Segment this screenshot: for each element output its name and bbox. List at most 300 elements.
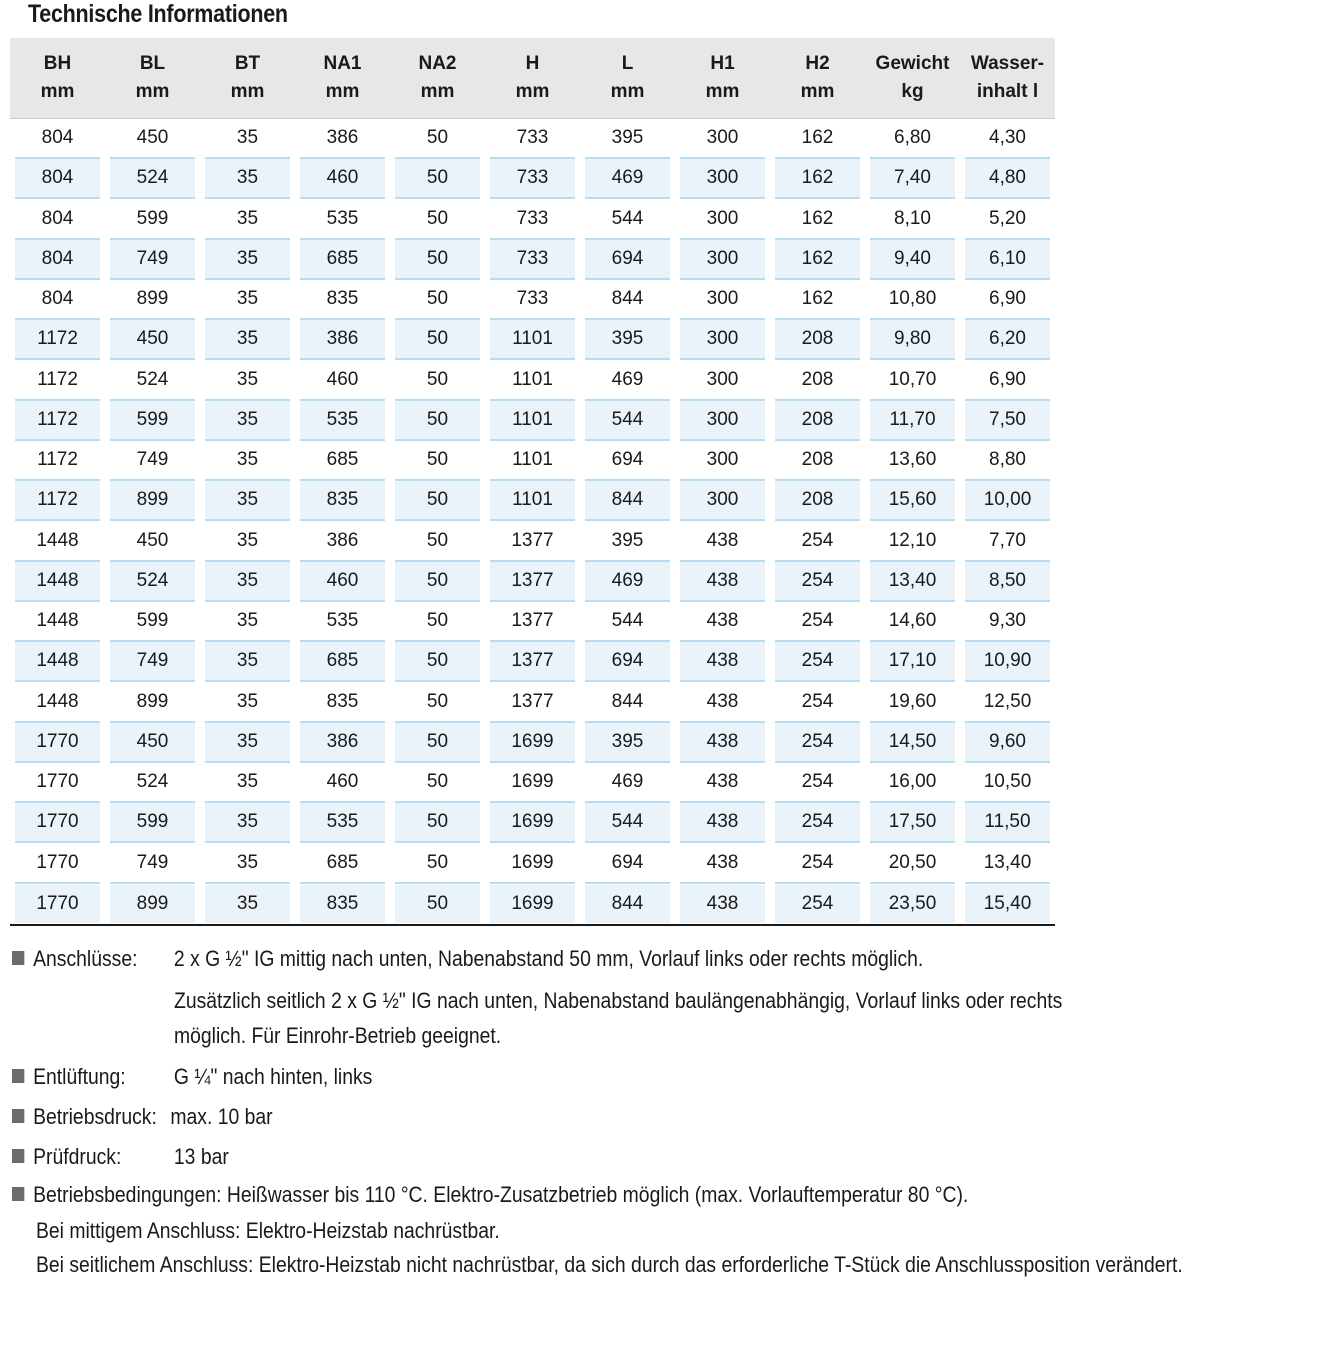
table-cell-value: 50 (395, 885, 480, 923)
table-cell-value: 23,50 (870, 885, 955, 923)
table-cell (865, 159, 960, 199)
table-cell (105, 602, 200, 642)
table-cell (295, 159, 390, 199)
table-cell (865, 763, 960, 803)
table-cell-value: 1770 (15, 803, 100, 843)
table-cell (485, 441, 580, 481)
table-cell (200, 159, 295, 199)
table-cell (580, 562, 675, 602)
table-cell-value: 524 (110, 159, 195, 199)
table-cell (105, 642, 200, 682)
table-cell (295, 602, 390, 642)
note-label: Prüfdruck: (33, 1144, 122, 1169)
table-cell-value: 1377 (490, 562, 575, 602)
table-cell-value: 1172 (15, 401, 100, 441)
table-cell-value: 835 (300, 885, 385, 923)
table-row (10, 441, 1055, 481)
table-cell-value: 844 (585, 885, 670, 923)
table-cell (105, 441, 200, 481)
table-row (10, 763, 1055, 803)
table-cell (485, 562, 580, 602)
bullet-square-icon (12, 1069, 24, 1083)
table-cell (200, 240, 295, 280)
table-cell (770, 562, 865, 602)
table-cell-value: 1770 (15, 844, 100, 884)
table-cell-value: 7,70 (965, 522, 1050, 562)
table-cell (10, 481, 105, 521)
table-cell (295, 200, 390, 240)
table-cell-value: 599 (110, 401, 195, 441)
column-header (580, 38, 675, 119)
table-cell-value: 50 (395, 481, 480, 521)
column-header-unit: mm (800, 81, 835, 102)
table-cell-value: 208 (775, 401, 860, 441)
table-cell (200, 602, 295, 642)
table-cell-value: 899 (110, 481, 195, 521)
table-cell (770, 119, 865, 159)
table-cell-value: 6,90 (965, 280, 1050, 320)
table-cell-value: 12,50 (965, 683, 1050, 723)
table-cell (10, 159, 105, 199)
table-cell (10, 763, 105, 803)
table-cell-value: 10,00 (965, 481, 1050, 521)
table-cell (865, 320, 960, 360)
table-cell-value: 1699 (490, 723, 575, 763)
table-cell-value: 254 (775, 602, 860, 642)
table-cell-value: 13,40 (965, 844, 1050, 884)
table-cell (295, 844, 390, 884)
table-cell (105, 481, 200, 521)
table-cell-value: 685 (300, 844, 385, 884)
table-cell-value: 599 (110, 803, 195, 843)
table-cell (580, 240, 675, 280)
table-cell (770, 361, 865, 401)
table-cell-value: 50 (395, 683, 480, 723)
table-cell (675, 361, 770, 401)
note-pruefdruck (12, 1144, 229, 1170)
table-cell (485, 401, 580, 441)
table-cell (105, 119, 200, 159)
table-cell (105, 522, 200, 562)
page-title: Technische Informationen (28, 0, 288, 28)
column-header (200, 38, 295, 119)
table-cell-value: 35 (205, 200, 290, 240)
table-cell (960, 763, 1055, 803)
table-cell (960, 119, 1055, 159)
table-cell (10, 240, 105, 280)
table-cell (105, 844, 200, 884)
table-cell-value: 386 (300, 320, 385, 360)
table-cell-value: 844 (585, 481, 670, 521)
table-cell (390, 803, 485, 843)
table-cell-value: 1377 (490, 642, 575, 682)
column-header-label: NA1 (323, 53, 362, 74)
column-header (105, 38, 200, 119)
table-cell (675, 522, 770, 562)
table-cell (865, 280, 960, 320)
table-cell (770, 723, 865, 763)
table-cell-value: 50 (395, 361, 480, 401)
table-cell-value: 1172 (15, 481, 100, 521)
table-cell (865, 562, 960, 602)
table-cell (200, 803, 295, 843)
table-cell-value: 835 (300, 481, 385, 521)
table-cell (675, 562, 770, 602)
table-row (10, 361, 1055, 401)
table-cell (675, 119, 770, 159)
table-cell (865, 522, 960, 562)
table-cell (770, 763, 865, 803)
note-value: 13 bar (173, 1144, 229, 1169)
table-cell (485, 200, 580, 240)
note-betriebsbedingungen (12, 1182, 968, 1208)
table-cell-value: 804 (15, 280, 100, 320)
table-cell (295, 642, 390, 682)
table-cell-value: 254 (775, 562, 860, 602)
table-cell (580, 441, 675, 481)
table-cell-value: 50 (395, 803, 480, 843)
table-cell-value: 300 (680, 240, 765, 280)
column-header-unit: mm (135, 81, 170, 102)
table-cell (770, 884, 865, 926)
table-cell (675, 803, 770, 843)
bullet-square-icon (12, 951, 24, 965)
table-cell-value: 438 (680, 763, 765, 803)
table-cell-value: 6,10 (965, 240, 1050, 280)
note-value: G ¼" nach hinten, links (173, 1064, 373, 1089)
table-row (10, 401, 1055, 441)
table-cell-value: 544 (585, 401, 670, 441)
table-cell-value: 544 (585, 803, 670, 843)
table-cell (960, 159, 1055, 199)
table-cell-value: 12,10 (870, 522, 955, 562)
column-header-unit: mm (230, 81, 265, 102)
table-cell-value: 1172 (15, 320, 100, 360)
table-cell (200, 763, 295, 803)
table-cell-value: 844 (585, 683, 670, 723)
table-cell (960, 844, 1055, 884)
column-header-label: BL (139, 53, 166, 74)
note-value: 2 x G ½" IG mittig nach unten, Nabenabstand 50 mm, Vorlauf links oder rechts möglich. (173, 946, 924, 971)
table-cell-value: 1377 (490, 683, 575, 723)
table-cell-value: 899 (110, 885, 195, 923)
table-cell-value: 35 (205, 803, 290, 843)
table-cell (295, 803, 390, 843)
table-row (10, 803, 1055, 843)
table-cell (390, 119, 485, 159)
column-header (960, 38, 1055, 119)
table-row (10, 642, 1055, 682)
table-cell-value: 16,00 (870, 763, 955, 803)
table-cell-value: 13,40 (870, 562, 955, 602)
table-cell-value: 35 (205, 522, 290, 562)
table-cell-value: 50 (395, 200, 480, 240)
table-cell (865, 200, 960, 240)
bullet-square-icon (12, 1109, 24, 1123)
table-cell (485, 320, 580, 360)
table-cell (960, 361, 1055, 401)
table-cell (485, 280, 580, 320)
table-cell-value: 804 (15, 119, 100, 159)
table-cell (675, 320, 770, 360)
table-cell (10, 361, 105, 401)
table-cell (105, 361, 200, 401)
table-cell (105, 884, 200, 926)
table-row (10, 481, 1055, 521)
table-cell (295, 361, 390, 401)
column-header-unit: mm (705, 81, 740, 102)
column-header-label: L (621, 53, 634, 74)
note-anschluesse-continuation: möglich. Für Einrohr-Betrieb geeignet. (174, 1023, 502, 1048)
table-cell (675, 280, 770, 320)
table-cell (580, 723, 675, 763)
table-cell-value: 1101 (490, 320, 575, 360)
table-cell (580, 763, 675, 803)
table-cell-value: 50 (395, 602, 480, 642)
table-cell-value: 899 (110, 683, 195, 723)
table-cell-value: 11,70 (870, 401, 955, 441)
table-cell-value: 13,60 (870, 441, 955, 481)
table-cell (200, 361, 295, 401)
column-header-unit: mm (40, 81, 75, 102)
table-cell-value: 6,90 (965, 361, 1050, 401)
table-cell-value: 5,20 (965, 200, 1050, 240)
table-cell (485, 119, 580, 159)
table-cell-value: 9,30 (965, 602, 1050, 642)
table-cell-value: 20,50 (870, 844, 955, 884)
column-header (390, 38, 485, 119)
table-cell-value: 899 (110, 280, 195, 320)
table-cell-value: 300 (680, 200, 765, 240)
table-cell (295, 119, 390, 159)
table-cell-value: 1101 (490, 481, 575, 521)
table-cell (105, 683, 200, 723)
table-cell-value: 11,50 (965, 803, 1050, 843)
column-header-unit: inhalt l (976, 81, 1039, 102)
table-row (10, 723, 1055, 763)
table-cell-value: 4,30 (965, 119, 1050, 159)
table-cell-value: 386 (300, 119, 385, 159)
table-cell-value: 208 (775, 481, 860, 521)
table-cell (295, 884, 390, 926)
column-header-label: BH (43, 53, 72, 74)
bullet-square-icon (12, 1149, 24, 1163)
table-cell-value: 162 (775, 240, 860, 280)
table-cell (675, 844, 770, 884)
table-cell-value: 35 (205, 441, 290, 481)
table-cell-value: 35 (205, 119, 290, 159)
table-cell (960, 683, 1055, 723)
table-cell (580, 200, 675, 240)
table-cell (580, 803, 675, 843)
table-cell-value: 208 (775, 361, 860, 401)
table-cell (200, 844, 295, 884)
table-cell-value: 450 (110, 723, 195, 763)
table-cell-value: 50 (395, 522, 480, 562)
table-cell-value: 300 (680, 401, 765, 441)
table-cell (960, 602, 1055, 642)
table-cell (200, 320, 295, 360)
table-cell-value: 694 (585, 642, 670, 682)
table-cell-value: 469 (585, 361, 670, 401)
note-label: Betriebsdruck: (33, 1104, 157, 1129)
table-cell (770, 401, 865, 441)
table-cell (295, 401, 390, 441)
column-header-unit: mm (420, 81, 455, 102)
table-cell (675, 723, 770, 763)
table-cell-value: 1448 (15, 562, 100, 602)
table-cell-value: 395 (585, 320, 670, 360)
table-cell (960, 240, 1055, 280)
table-cell-value: 544 (585, 200, 670, 240)
table-cell-value: 14,60 (870, 602, 955, 642)
table-cell-value: 50 (395, 763, 480, 803)
column-header-unit: mm (610, 81, 645, 102)
table-cell (485, 884, 580, 926)
table-cell (675, 441, 770, 481)
table-cell-value: 300 (680, 320, 765, 360)
table-cell (770, 240, 865, 280)
table-cell-value: 15,60 (870, 481, 955, 521)
table-cell-value: 835 (300, 280, 385, 320)
table-cell-value: 6,80 (870, 119, 955, 159)
table-cell-value: 162 (775, 200, 860, 240)
table-cell-value: 50 (395, 320, 480, 360)
column-header-label: H2 (805, 53, 830, 74)
table-cell (675, 763, 770, 803)
table-cell-value: 450 (110, 320, 195, 360)
table-cell-value: 254 (775, 885, 860, 923)
column-header (485, 38, 580, 119)
table-cell-value: 35 (205, 723, 290, 763)
table-cell-value: 300 (680, 280, 765, 320)
table-cell (580, 401, 675, 441)
table-cell-value: 1699 (490, 885, 575, 923)
table-cell-value: 254 (775, 844, 860, 884)
table-cell (390, 481, 485, 521)
table-row (10, 683, 1055, 723)
table-cell (200, 522, 295, 562)
table-cell-value: 50 (395, 401, 480, 441)
table-cell-value: 10,70 (870, 361, 955, 401)
table-cell (295, 240, 390, 280)
table-cell (485, 844, 580, 884)
table-cell (390, 320, 485, 360)
table-cell-value: 460 (300, 562, 385, 602)
table-cell (675, 642, 770, 682)
table-cell (295, 562, 390, 602)
table-row (10, 562, 1055, 602)
column-header (675, 38, 770, 119)
table-cell (10, 803, 105, 843)
table-cell-value: 15,40 (965, 885, 1050, 923)
table-cell (865, 642, 960, 682)
table-cell-value: 14,50 (870, 723, 955, 763)
table-cell-value: 438 (680, 522, 765, 562)
table-cell (390, 562, 485, 602)
table-cell-value: 733 (490, 119, 575, 159)
column-header-label: BT (234, 53, 261, 74)
table-cell-value: 9,40 (870, 240, 955, 280)
table-cell-value: 1770 (15, 723, 100, 763)
table-cell-value: 438 (680, 723, 765, 763)
table-cell (200, 683, 295, 723)
table-cell-value: 544 (585, 602, 670, 642)
table-cell-value: 1770 (15, 885, 100, 923)
table-cell-value: 733 (490, 240, 575, 280)
table-cell (485, 602, 580, 642)
table-cell (10, 119, 105, 159)
table-cell-value: 733 (490, 200, 575, 240)
column-header (10, 38, 105, 119)
table-row (10, 602, 1055, 642)
table-cell-value: 749 (110, 240, 195, 280)
table-cell (865, 803, 960, 843)
table-cell (865, 884, 960, 926)
table-cell (960, 320, 1055, 360)
table-cell (580, 844, 675, 884)
table-cell (960, 884, 1055, 926)
table-cell-value: 450 (110, 522, 195, 562)
table-header (10, 38, 1055, 119)
table-cell (675, 240, 770, 280)
table-cell-value: 1377 (490, 602, 575, 642)
table-cell (675, 159, 770, 199)
table-cell-value: 17,50 (870, 803, 955, 843)
table-cell-value: 535 (300, 401, 385, 441)
table-cell-value: 50 (395, 159, 480, 199)
table-cell (865, 119, 960, 159)
table-cell (10, 200, 105, 240)
table-cell (865, 602, 960, 642)
table-cell-value: 1699 (490, 803, 575, 843)
table-cell (960, 280, 1055, 320)
table-cell (675, 884, 770, 926)
table-cell (105, 280, 200, 320)
table-cell-value: 50 (395, 119, 480, 159)
table-cell (580, 602, 675, 642)
table-cell (770, 683, 865, 723)
column-header-label: H1 (710, 53, 735, 74)
note-value: max. 10 bar (170, 1104, 273, 1129)
table-cell-value: 524 (110, 763, 195, 803)
table-cell-value: 438 (680, 885, 765, 923)
table-cell (485, 763, 580, 803)
table-cell (580, 884, 675, 926)
table-row (10, 200, 1055, 240)
table-cell-value: 460 (300, 763, 385, 803)
table-cell (960, 441, 1055, 481)
table-cell (200, 200, 295, 240)
table-cell-value: 395 (585, 723, 670, 763)
column-header-label: Wasser- (970, 53, 1045, 74)
column-header-label: NA2 (418, 53, 457, 74)
table-cell-value: 685 (300, 642, 385, 682)
table-cell-value: 694 (585, 844, 670, 884)
table-cell-value: 254 (775, 763, 860, 803)
table-cell (105, 723, 200, 763)
table-cell (675, 683, 770, 723)
table-cell (105, 200, 200, 240)
table-cell-value: 1699 (490, 763, 575, 803)
table-cell-value: 50 (395, 441, 480, 481)
table-cell-value: 35 (205, 240, 290, 280)
table-cell (105, 803, 200, 843)
table-cell (295, 320, 390, 360)
table-cell (105, 240, 200, 280)
table-cell-value: 10,80 (870, 280, 955, 320)
table-cell-value: 1101 (490, 441, 575, 481)
